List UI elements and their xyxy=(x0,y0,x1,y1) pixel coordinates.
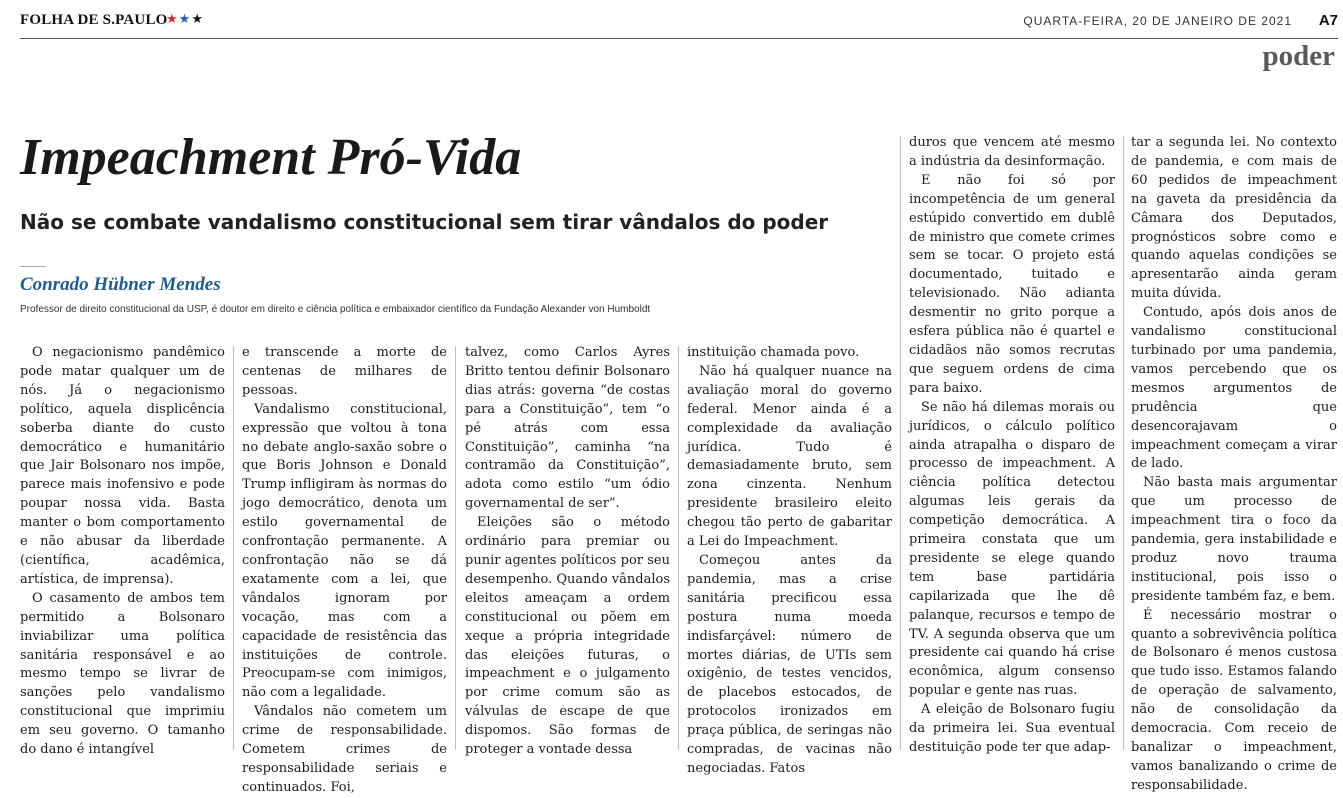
paragraph: O negacionismo pandêmico pode matar qualquer um de nós. Já o negacionismo político, aquela displicência soberba diante do custo democrático e humanitário que Jair Bolsonaro nos impõe, parece mais inofensivo e pode poupar nossa vida. Basta manter o bom comportamento e não abusar da liberdade (científica, acadêmica, artística, de imprensa). xyxy=(20,345,225,587)
masthead-rule xyxy=(20,38,1338,39)
subheadline: Não se combate vandalismo constitucional sem tirar vândalos do poder xyxy=(20,210,829,234)
paragraph: Contudo, após dois anos de vandalismo constitucional turbinado por uma pandemia, vamos percebendo que os mesmos argumentos de prudência que desencorajavam o impeachment começam a virar de lado. xyxy=(1131,305,1337,472)
paragraph: E não foi só por incompetência de um general estúpido convertido em dublê de ministro que comete crimes sem se tocar. O projeto está documentado, tuitado e televisionado. Não adianta desmentir no grito porque a esfera pública não é quartel e cidadãos não somos recrutas que seguem ordens de cima para baixo. xyxy=(909,172,1115,396)
paragraph: Começou antes da pandemia, mas a crise sanitária precificou essa postura numa moeda indisfarçável: número de mortes diárias, de UTIs sem oxigênio, de testes vencidos, de placebos estocados, de protocolos ironizados em praça pública, de seringas não compradas, de vacinas não negociadas. Fatos xyxy=(687,552,892,776)
column-divider xyxy=(900,136,901,750)
section-name: poder xyxy=(1262,40,1335,72)
article-column-5 xyxy=(909,134,1115,758)
paragraph: duros que vencem até mesmo a indústria da desinformação. xyxy=(909,135,1115,169)
paragraph: Vandalismo constitucional, expressão que voltou à tona no debate anglo-saxão sobre o que Boris Johnson e Donald Trump infligiram às normas do jogo democrático, denota um estilo governamental de confrontação permanente. A confrontação não se dá exatamente com a lei, que vândalos ignoram por vocação, mas com a capacidade de resistência das instituições de controle. Preocupam-se com inimigos, não com a legalidade. xyxy=(242,401,447,701)
paragraph: Vândalos não cometem um crime de responsabilidade. Cometem crimes de responsabilidade seriais e continuados. Foi, xyxy=(242,704,447,795)
paragraph: O casamento de ambos tem permitido a Bolsonaro inviabilizar uma política sanitária responsável e ao mesmo tempo se livrar de sanções pelo vandalismo constitucional que imprimiu em seu governo. O tamanho do dano é intangível xyxy=(20,590,225,758)
black-star-icon: ★ xyxy=(191,12,204,27)
column-divider xyxy=(1123,136,1124,750)
paragraph: A eleição de Bolsonaro fugiu da primeira lei. Sua eventual destituição pode ter que adap- xyxy=(909,702,1115,755)
article-column-1 xyxy=(20,344,225,760)
article-column-6 xyxy=(1131,134,1337,796)
blue-star-icon: ★ xyxy=(178,12,192,27)
dateline: QUARTA-FEIRA, 20 DE JANEIRO DE 2021 xyxy=(1023,14,1292,28)
column-divider xyxy=(455,346,456,750)
red-star-icon: ★ xyxy=(166,12,179,27)
paragraph: talvez, como Carlos Ayres Britto tentou definir Bolsonaro dias atrás: governa “de costas para a Constituição”, tem “o pé atrás com essa Constituição”, caminha “na contramão da Constituição”, adota como estilo “um ódio governamental de ser”. xyxy=(465,345,670,512)
column-divider xyxy=(233,346,234,750)
byline-rule xyxy=(20,266,46,267)
masthead xyxy=(20,10,1338,36)
author-bio: Professor de direito constitucional da USP, é doutor em direito e ciência política e embaixador científico da Fundação Alexander von Humboldt xyxy=(20,304,651,315)
column-divider xyxy=(678,346,679,750)
headline: Impeachment Pró-Vida xyxy=(20,129,522,186)
page-number: A7 xyxy=(1318,12,1338,29)
article-column-3 xyxy=(465,344,670,760)
paragraph: tar a segunda lei. No contexto de pandemia, e com mais de 60 pedidos de impeachment na gaveta da presidência da Câmara dos Deputados, prognósticos sobre como e quando aquelas condições se apresentarão ainda geram muita dúvida. xyxy=(1131,135,1337,302)
paragraph: e transcende a morte de centenas de milhares de pessoas. xyxy=(242,345,447,398)
article-column-4 xyxy=(687,344,892,779)
logo-stars xyxy=(166,12,204,27)
paragraph: instituição chamada povo. xyxy=(687,345,860,360)
paragraph: É necessário mostrar o quanto a sobrevivência política de Bolsonaro é menos custosa que tudo isso. Estamos falando de operação de salvamento, não de consolidação da democracia. Com receio de banalizar o impeachment, vamos banalizando o crime de responsabilidade. xyxy=(1131,607,1337,793)
paragraph: Se não há dilemas morais ou jurídicos, o cálculo político ainda atrapalha o disparo de processo de impeachment. A ciência política detectou algumas leis gerais da competição democrática. A primeira constata que um presidente se elege quando tem base partidária capilarizada que lhe dê palanque, recursos e tempo de TV. A segunda observa que um presidente cai quando há crise econômica, algum consenso popular e gente nas ruas. xyxy=(909,399,1115,699)
newspaper-logo: FOLHA DE S.PAULO xyxy=(20,12,168,28)
byline: Conrado Hübner Mendes xyxy=(20,274,221,295)
paragraph: Eleições são o método ordinário para premiar ou punir agentes políticos por seu desempenho. Quando vândalos eleitos ameaçam a ordem constitucional ou põem em xeque a própria integridade das eleições futuras, o impeachment e o julgamento por crime comum são as válvulas de escape de que dispomos. São formas de proteger a vontade dessa xyxy=(465,515,670,758)
paragraph: Não basta mais argumentar que um processo de impeachment tira o foco da pandemia, gera instabilidade e produz novo trauma institucional, pois isso o presidente também faz, e bem. xyxy=(1131,475,1337,604)
article-column-2 xyxy=(242,344,447,798)
paragraph: Não há qualquer nuance na avaliação moral do governo federal. Menor ainda é a complexidade da avaliação jurídica. Tudo é demasiadamente bruto, sem zona cinzenta. Nenhum presidente brasileiro eleito chegou tão perto de gabaritar a Lei do Impeachment. xyxy=(687,363,892,550)
